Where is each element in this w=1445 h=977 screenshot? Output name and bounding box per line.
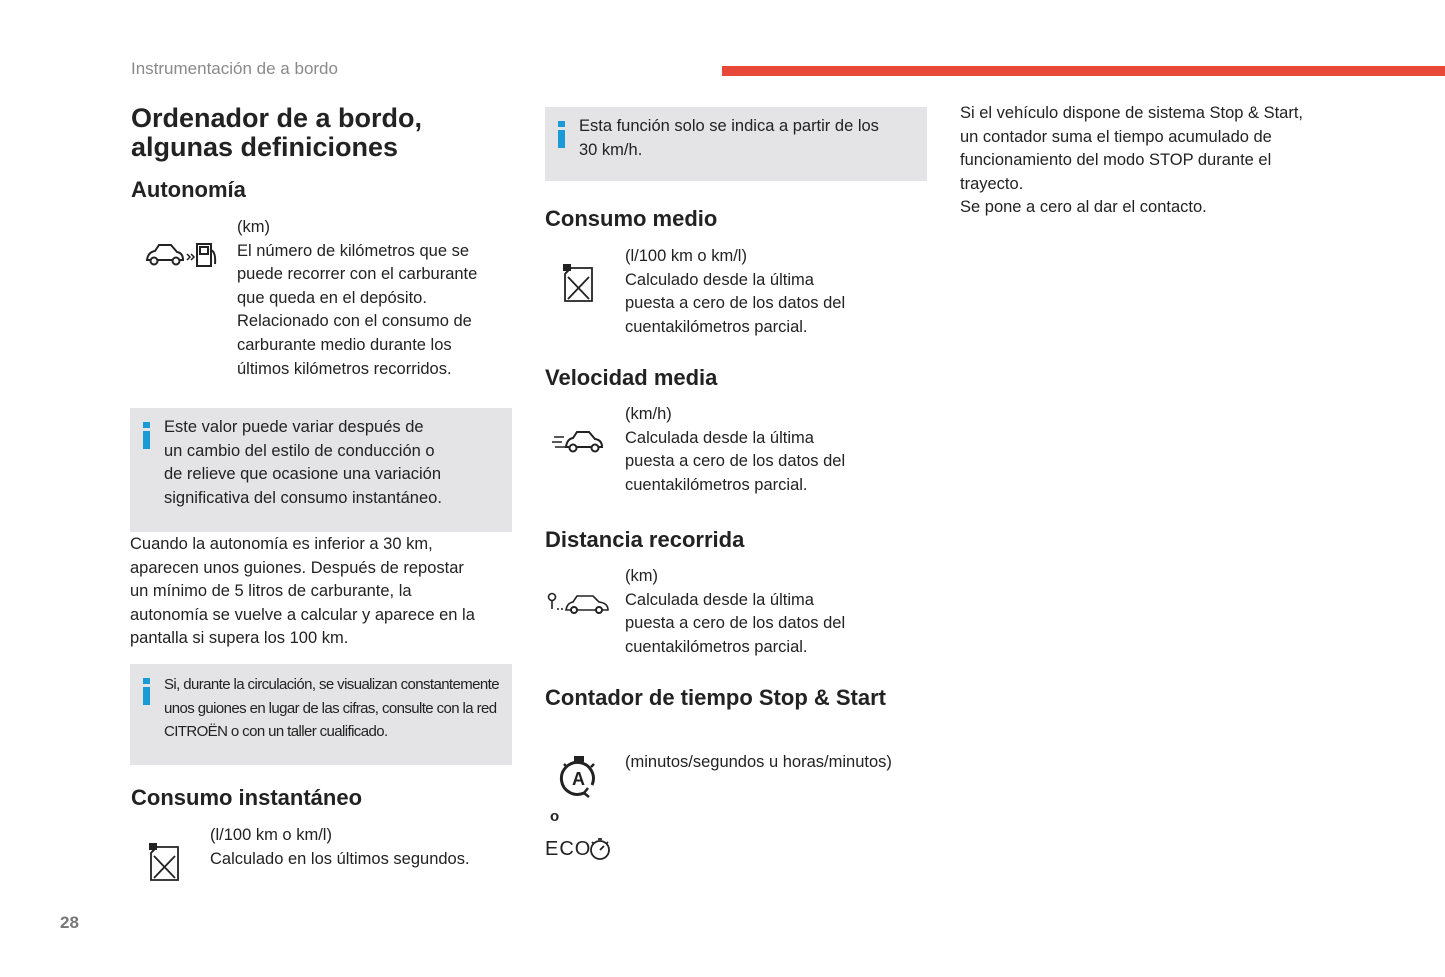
section-header: Instrumentación de a bordo [131, 59, 338, 78]
text-line: puesta a cero de los datos del [625, 452, 846, 471]
text-line: funcionamiento del modo STOP durante el [960, 151, 1272, 170]
text-line: puede recorrer con el carburante [237, 265, 478, 284]
distancia-recorrida-text [625, 565, 845, 659]
text-line: Calculada desde la última [625, 428, 814, 447]
text-line: trayecto. [960, 174, 1024, 193]
text-line: CITROËN o con un taller cualificado. [164, 723, 388, 741]
text-line: Relacionado con el consumo de [237, 312, 472, 331]
autonomia-paragraph [130, 533, 515, 651]
stop-start-description [960, 102, 1360, 220]
svg-text:A: A [572, 769, 585, 789]
heading-consumo-instantaneo: Consumo instantáneo [131, 785, 363, 810]
text-line: 30 km/h. [579, 140, 643, 159]
page-title: Ordenador de a bordo, algunas definiciones [131, 103, 423, 162]
text-line: aparecen unos guiones. Después de repostar [130, 558, 464, 577]
text-line: carburante medio durante los [237, 335, 452, 354]
text-line: Calculada desde la última [625, 590, 814, 609]
text-line: cuentakilómetros parcial. [625, 317, 808, 336]
text-line: Se pone a cero al dar el contacto. [960, 198, 1207, 217]
info-icon [143, 422, 150, 449]
car-speed-icon [552, 428, 608, 454]
header-accent-bar [722, 66, 1445, 76]
text-line: un contador suma el tiempo acumulado de [960, 127, 1272, 146]
heading-consumo-medio: Consumo medio [545, 206, 718, 231]
text-line: un cambio del estilo de conducción o [164, 441, 435, 460]
text-line: pantalla si supera los 100 km. [130, 629, 349, 648]
unit-label: (km/h) [625, 405, 672, 423]
text-line: últimos kilómetros recorridos. [237, 359, 452, 378]
eco-stopwatch-icon [588, 836, 612, 862]
text-line: Si, durante la circulación, se visualizan constantemente [164, 676, 499, 693]
unit-label: (km) [625, 567, 658, 585]
fuel-can-icon [148, 843, 182, 883]
car-fuel-icon [145, 240, 220, 270]
velocidad-media-text [625, 403, 845, 497]
consumo-medio-text [625, 245, 845, 339]
unit-label: (l/100 km o km/l) [210, 826, 332, 844]
heading-stop-start: Contador de tiempo Stop & Start [545, 685, 886, 710]
text-line: puesta a cero de los datos del [625, 294, 846, 313]
autonomia-text [237, 216, 512, 381]
text-line: El número de kilómetros que se [237, 241, 470, 260]
distance-car-icon [546, 590, 612, 616]
text-line: Calculado desde la última [625, 270, 814, 289]
text-line: un mínimo de 5 litros de carburante, la [130, 582, 412, 601]
text-line: Esta función solo se indica a partir de los [579, 117, 879, 135]
text-line: Si el vehículo dispone de sistema Stop & Start, [960, 104, 1304, 122]
text-line: significativa del consumo instantáneo. [164, 488, 442, 507]
info-icon [558, 121, 565, 148]
text-line: autonomía se vuelve a calcular y aparece en la [130, 605, 475, 624]
text-line: Cuando la autonomía es inferior a 30 km, [130, 535, 433, 553]
text-line: de relieve que ocasione una variación [164, 465, 442, 484]
page-number: 28 [60, 913, 79, 932]
eco-label: ECO [545, 838, 592, 860]
text-line: cuentakilómetros parcial. [625, 475, 808, 494]
info-box-variation [130, 408, 512, 532]
unit-label: (l/100 km o km/l) [625, 247, 747, 265]
heading-distancia-recorrida: Distancia recorrida [545, 527, 745, 552]
consumo-instantaneo-text [210, 824, 470, 871]
unit-label: (km) [237, 218, 270, 236]
info-box-30kmh [545, 107, 927, 181]
info-icon [143, 678, 150, 705]
text-line: que queda en el depósito. [237, 288, 427, 307]
text-line: puesta a cero de los datos del [625, 614, 846, 633]
text-line: Este valor puede variar después de [164, 418, 424, 436]
text-line: unos guiones en lugar de las cifras, consulte con la red [164, 699, 497, 717]
stop-start-unit: (minutos/segundos u horas/minutos) [625, 753, 892, 771]
or-label: o [550, 808, 560, 825]
info-box-dashes [130, 664, 512, 765]
heading-velocidad-media: Velocidad media [545, 365, 718, 390]
fuel-can-icon [562, 264, 596, 304]
heading-autonomia: Autonomía [131, 177, 246, 202]
stop-start-icon [558, 755, 600, 801]
text-line: cuentakilómetros parcial. [625, 637, 808, 656]
text-line: Calculado en los últimos segundos. [210, 849, 470, 868]
